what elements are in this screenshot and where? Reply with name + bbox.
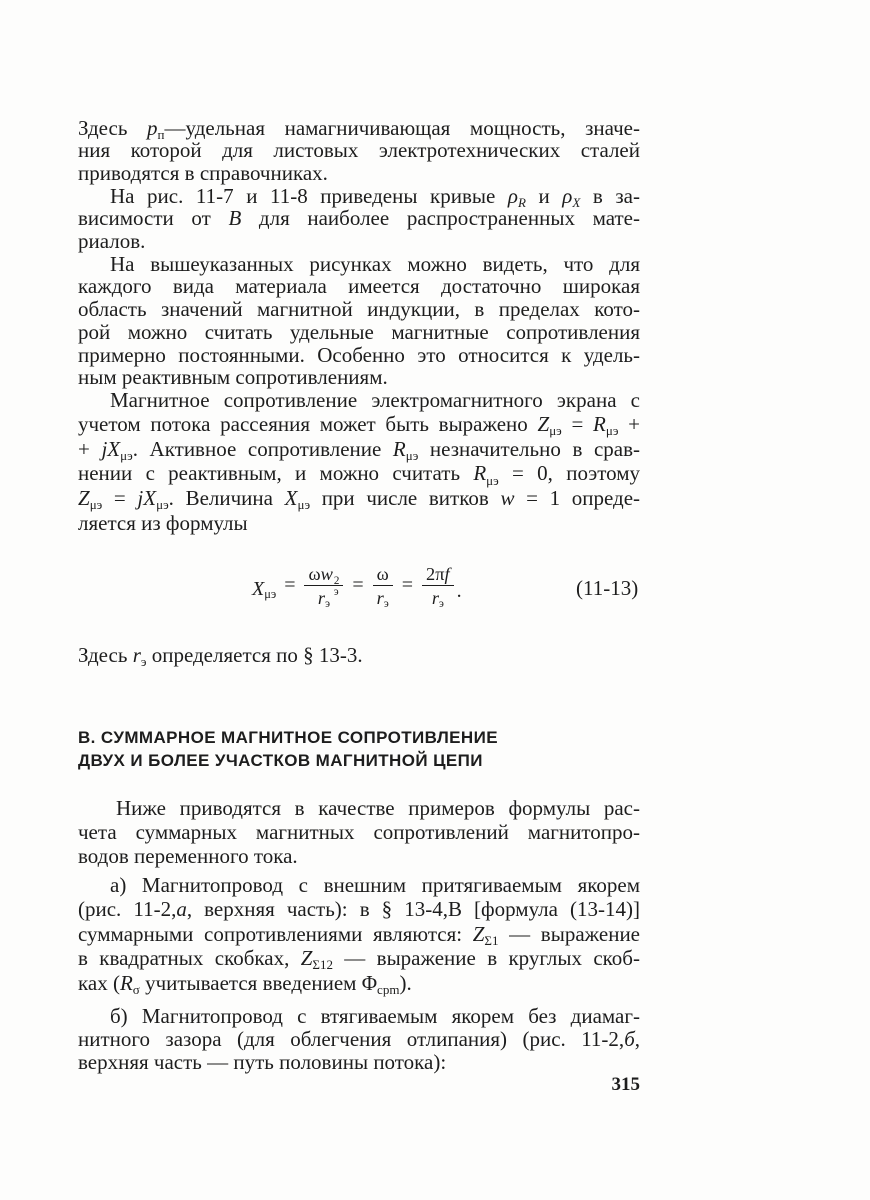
text-run: в за-: [580, 183, 640, 208]
math-subscript: э: [325, 598, 330, 611]
math-subscript: μэ: [156, 497, 169, 513]
text-run: ках (: [78, 970, 120, 995]
text-line: [78, 437, 640, 462]
text-run: . Величина: [168, 486, 285, 511]
text-run: нитного зазора (для облегчения отлипания) (рис. 11-2,: [78, 1026, 625, 1051]
fraction-numerator: [304, 563, 343, 598]
math-var: Z: [78, 486, 90, 511]
math-var: R: [593, 412, 606, 437]
equals-sign: =: [401, 573, 414, 596]
fraction-denominator: [374, 586, 392, 611]
text-run: =: [561, 412, 594, 437]
text-run: = 1 опреде-: [514, 486, 641, 511]
text-run: Здесь: [78, 115, 148, 140]
text-line: б) Магнитопровод с втягиваемым якорем без диамаг-: [110, 1003, 640, 1028]
math-subscript: μэ: [605, 423, 619, 439]
text-run: . Активное сопротивление: [132, 436, 393, 461]
math-var: jX: [101, 436, 121, 461]
math-subscript: э: [333, 585, 339, 598]
math-subscript: μэ: [486, 472, 499, 488]
text-line: приводятся в справочниках.: [78, 160, 328, 185]
math-var: r: [431, 587, 439, 608]
paragraph-4: [78, 388, 640, 536]
equation-number: (11-13): [576, 576, 639, 600]
text-line: каждого вида материала имеется достаточно широкая: [78, 274, 640, 299]
math-var: f: [444, 563, 450, 584]
text-run: определяется по § 13-3.: [146, 642, 363, 667]
math-var: ω: [308, 563, 321, 584]
math-subscript: μэ: [120, 448, 133, 464]
math-subscript: э: [140, 653, 147, 669]
text-line: [78, 207, 640, 230]
paragraph-8: [78, 1005, 640, 1074]
text-run: для наиболее распространенных мате-: [241, 206, 640, 231]
text-line: водов переменного тока.: [78, 844, 298, 868]
fraction-numerator: [422, 563, 454, 586]
math-var: 2π: [426, 563, 445, 584]
text-run: +: [618, 412, 641, 437]
paragraph-5: [78, 644, 640, 667]
math-var: w: [500, 486, 515, 511]
text-run: — выражение: [498, 921, 640, 946]
equals-sign: =: [284, 573, 296, 596]
text-run: На рис. 11-7 и 11-8 приведены кривые: [110, 183, 508, 208]
text-run: в квадратных скобках,: [78, 946, 301, 971]
equals-sign: =: [352, 573, 364, 596]
text-line: Ниже приводятся в качестве примеров формулы рас-: [116, 796, 640, 820]
math-subscript: э: [438, 598, 444, 611]
math-subscript: Σ1: [484, 932, 499, 948]
text-line: примерно постоянными. Особенно это относится к удель-: [78, 342, 640, 367]
text-run: учитывается введением: [139, 970, 362, 995]
math-subscript: п: [157, 126, 165, 142]
text-line: [78, 971, 640, 996]
text-run: нении с реактивным, и можно считать: [78, 461, 474, 486]
math-var: R: [392, 436, 406, 461]
math-var: r: [317, 587, 326, 608]
text-line: рой можно считать удельные магнитные сопротивления: [78, 319, 640, 344]
text-line: На вышеуказанных рисунках можно видеть, что для: [110, 251, 640, 276]
fraction: [373, 563, 393, 611]
math-subscript: μэ: [264, 587, 277, 602]
math-subscript: μэ: [549, 423, 562, 439]
text-line: область значений магнитной индукции, в пределах кото-: [78, 297, 640, 322]
paragraph-7: [78, 873, 640, 996]
text-run: —удельная намагничивающая мощность, значе-: [164, 115, 640, 140]
paragraph-6: [78, 796, 640, 868]
paragraph-3: [78, 253, 640, 389]
math-superscript: 2: [333, 575, 340, 588]
heading-line: ДВУХ И БОЛЕЕ УЧАСТКОВ МАГНИТНОЙ ЦЕПИ: [78, 750, 483, 770]
math-var: R: [473, 461, 487, 486]
text-line: [78, 946, 640, 971]
math-var: Z: [472, 921, 485, 946]
text-line: [78, 922, 640, 947]
math-subscript: X: [572, 194, 581, 210]
math-var: ρ: [507, 183, 518, 208]
text-line: [78, 412, 640, 437]
text-line: [78, 644, 640, 667]
math-var: X: [284, 486, 298, 511]
math-var: p: [147, 115, 158, 140]
paragraph-1: [78, 117, 640, 185]
fraction: [422, 563, 454, 611]
math-var: R: [119, 970, 133, 995]
math-subscript: μэ: [405, 448, 419, 464]
text-line: ным реактивным сопротивлениям.: [78, 365, 388, 390]
math-subscript: μэ: [297, 497, 311, 513]
text-run: = 0, поэтому: [498, 461, 641, 486]
math-subscript: σ: [132, 981, 140, 997]
equation: [252, 550, 462, 620]
text-run: суммарными сопротивлениями являются:: [78, 921, 473, 946]
text-run: +: [78, 436, 102, 461]
heading-line: В. СУММАРНОЕ МАГНИТНОЕ СОПРОТИВЛЕНИЕ: [78, 727, 498, 747]
math-var: б: [624, 1026, 635, 1051]
text-run: — выражение в круглых скоб-: [332, 946, 640, 971]
fraction-numerator: ω: [373, 563, 393, 586]
text-line: верхняя часть — путь половины потока):: [78, 1049, 447, 1074]
paragraph-2: [78, 185, 640, 253]
text-line: чета суммарных магнитных сопротивлений магнитопро-: [78, 820, 640, 844]
math-var: ρ: [562, 183, 573, 208]
math-var: Φ: [361, 970, 378, 995]
page-number: 315: [611, 1074, 640, 1095]
math-var: Z: [537, 412, 550, 437]
fraction-denominator: [429, 586, 447, 611]
text-run: =: [102, 486, 138, 511]
text-line: [78, 1028, 640, 1051]
text-run: висимости от: [78, 206, 229, 231]
math-subscript: μэ: [89, 497, 103, 513]
text-run: ).: [399, 970, 412, 995]
text-run: при числе витков: [310, 486, 501, 511]
text-run: ,: [634, 1026, 640, 1051]
math-subscript: э: [383, 598, 389, 611]
text-line: Магнитное сопротивление электромагнитного экрана с: [110, 387, 640, 412]
math-subscript: R: [517, 194, 526, 210]
math-var: r: [132, 642, 141, 667]
math-var: B: [228, 206, 242, 231]
text-line: а) Магнитопровод с внешним притягиваемым якорем: [110, 872, 640, 897]
math-subscript: Σ12: [312, 957, 333, 973]
text-run: (рис. 11-2,: [78, 897, 177, 922]
text-line: ляется из формулы: [78, 510, 248, 535]
text-run: , верхняя часть): в § 13-4,В [формула (13-14)]: [186, 897, 640, 922]
text-run: учетом потока рассеяния может быть выражено: [78, 412, 538, 437]
math-var: X: [252, 577, 265, 600]
math-var: Z: [300, 946, 313, 971]
text-line: [78, 486, 640, 511]
math-subscript: срm: [377, 981, 400, 997]
math-var: jX: [137, 486, 157, 511]
equation-period: .: [456, 579, 462, 602]
math-var: а: [176, 897, 187, 922]
text-line: ния которой для листовых электротехнических сталей: [78, 138, 640, 163]
text-line: [78, 117, 640, 140]
equation-lhs: [252, 578, 276, 601]
text-line: риалов.: [78, 229, 146, 254]
fraction: [304, 563, 343, 611]
text-line: [78, 185, 640, 208]
math-var: r: [376, 587, 384, 608]
text-run: и: [525, 183, 563, 208]
text-line: [78, 461, 640, 486]
sup-sub-stack: [334, 576, 340, 597]
text-run: Здесь: [78, 642, 133, 667]
math-var: w: [320, 563, 333, 584]
fraction-denominator: [315, 586, 333, 611]
text-line: [78, 897, 640, 922]
section-heading: [78, 726, 498, 772]
text-run: незначительно в срав-: [418, 436, 641, 461]
